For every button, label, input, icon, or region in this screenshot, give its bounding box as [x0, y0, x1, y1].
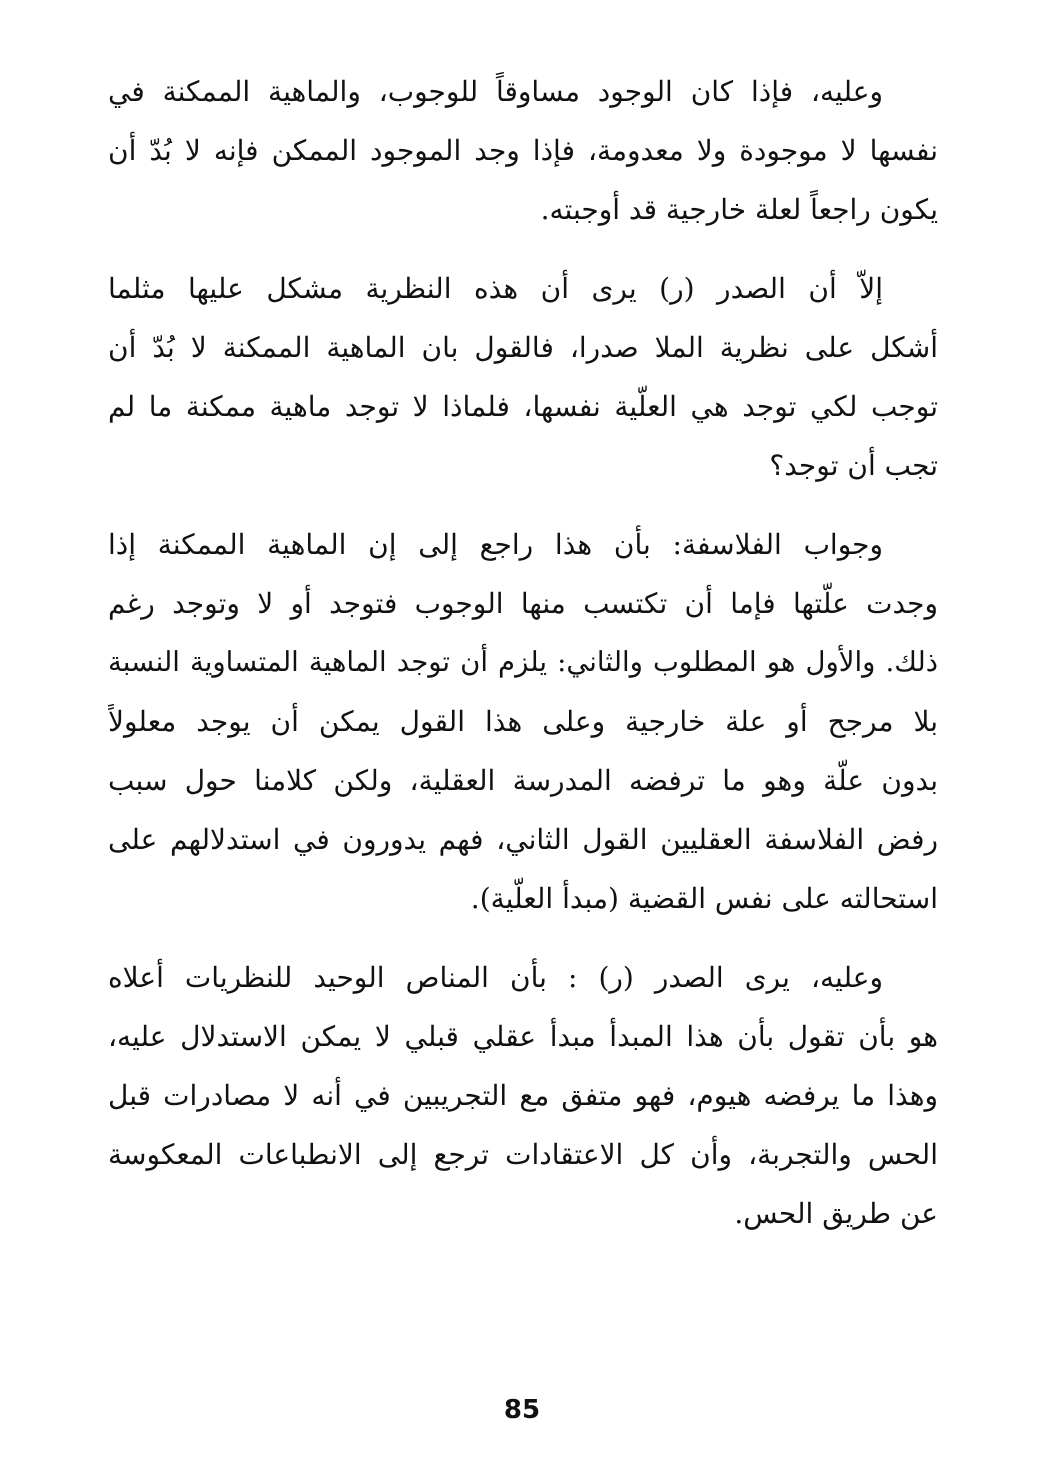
text-line: أشكل على نظرية الملا صدرا، فالقول بان الماهية الممكنة لا بُدّ أن	[108, 331, 938, 364]
paragraph-4	[108, 948, 938, 1243]
text-line: هو بأن تقول بأن هذا المبدأ مبدأ عقلي قبلي لا يمكن الاستدلال عليه،	[108, 1020, 938, 1053]
paragraph-3	[108, 515, 938, 928]
page-number: 85	[503, 1395, 541, 1425]
text-line: تجب أن توجد؟	[769, 449, 938, 482]
text-line: وعليه، فإذا كان الوجود مساوقاً للوجوب، والماهية الممكنة في	[108, 75, 883, 108]
text-line: وجدت علّتها فإما أن تكتسب منها الوجوب فتوجد أو لا وتوجد رغم	[108, 587, 938, 620]
text-line: ذلك. والأول هو المطلوب والثاني: يلزم أن توجد الماهية المتساوية النسبة	[108, 646, 938, 678]
text-line: وهذا ما يرفضه هيوم، فهو متفق مع التجريبين في أنه لا مصادرات قبل	[108, 1079, 938, 1112]
text-line: الحس والتجربة، وأن كل الاعتقادات ترجع إلى الانطباعات المعكوسة	[108, 1138, 938, 1171]
text-line: رفض الفلاسفة العقليين القول الثاني، فهم يدورون في استدلالهم على	[108, 823, 938, 856]
paragraph-1	[108, 62, 938, 239]
text-line: نفسها لا موجودة ولا معدومة، فإذا وجد الموجود الممكن فإنه لا بُدّ أن	[108, 134, 938, 167]
text-line: إلاّ أن الصدر (ر) يرى أن هذه النظرية مشكل عليها مثلما	[108, 272, 883, 305]
text-line: وجواب الفلاسفة: بأن هذا راجع إلى إن الماهية الممكنة إذا	[108, 528, 883, 561]
text-line: بلا مرجح أو علة خارجية وعلى هذا القول يمكن أن يوجد معلولاً	[108, 705, 938, 738]
paragraph-2	[108, 259, 938, 495]
text-line: وعليه، يرى الصدر (ر) : بأن المناص الوحيد للنظريات أعلاه	[108, 961, 883, 994]
text-line: بدون علّة وهو ما ترفضه المدرسة العقلية، ولكن كلامنا حول سبب	[108, 764, 938, 797]
text-line: استحالته على نفس القضية (مبدأ العلّية).	[470, 882, 938, 915]
text-line: عن طريق الحس.	[734, 1197, 938, 1230]
text-line: يكون راجعاً لعلة خارجية قد أوجبته.	[540, 193, 938, 226]
text-line: توجب لكي توجد هي العلّية نفسها، فلماذا لا توجد ماهية ممكنة ما لم	[108, 390, 938, 423]
body-text	[108, 62, 938, 1263]
